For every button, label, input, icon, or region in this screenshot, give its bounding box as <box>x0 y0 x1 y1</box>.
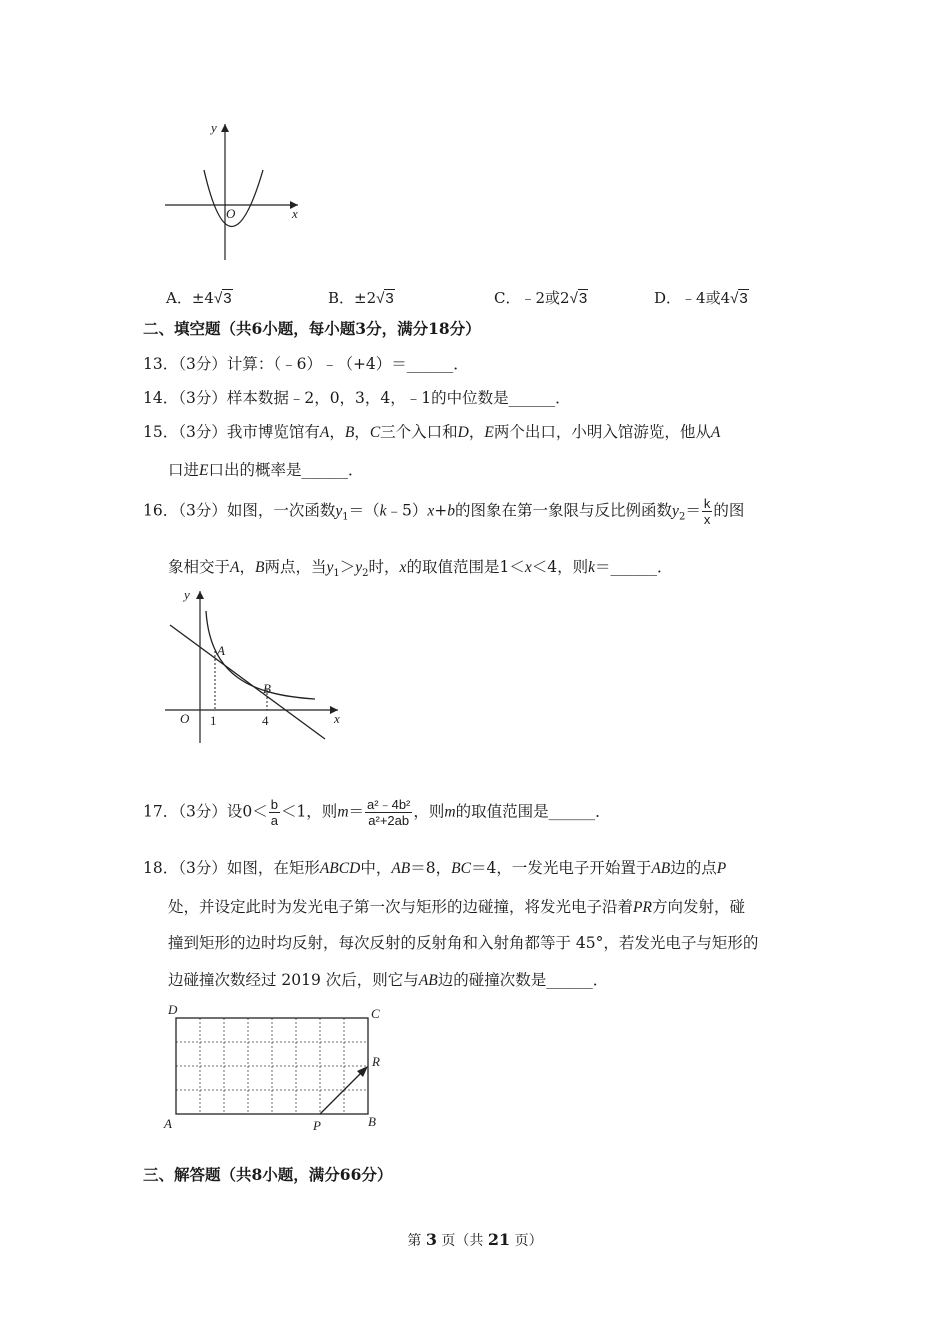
option-a: A．±4√3 <box>166 289 232 307</box>
question-16-line-2: 象相交于A，B两点，当$y_1>y_2$时，x的取值范围是1＜x＜4，则k＝______． <box>168 558 673 580</box>
question-13: 13．（3分）计算：（﹣6）﹣（+4）＝______． <box>143 355 469 373</box>
sqrt-icon: √3 <box>569 290 588 307</box>
option-d: D．﹣4或4√3 <box>654 289 748 307</box>
label-c: C <box>371 1006 380 1021</box>
label-a: A <box>164 1116 172 1131</box>
grid-lines <box>176 1018 368 1114</box>
question-18-line-4: 边碰撞次数经过 2019 次后，则它与AB边的碰撞次数是______． <box>168 971 609 989</box>
y-axis-label: y <box>211 120 217 135</box>
fraction-k-over-x: $\frac{k}{x}$ <box>703 496 711 527</box>
parabola-graph <box>160 118 310 263</box>
fraction-b-over-a: $\frac{b}{a}$ <box>270 797 278 828</box>
label-p: P <box>313 1118 321 1133</box>
question-18-line-3: 撞到矩形的边时均反射，每次反射的反射角和入射角都等于 45°，若发光电子与矩形的 <box>168 934 759 952</box>
tick-1-label: 1 <box>210 713 217 728</box>
linear-function-line <box>170 625 325 739</box>
label-r: R <box>372 1054 380 1069</box>
label-b: B <box>368 1114 376 1129</box>
origin-label: O <box>226 206 236 221</box>
x-axis-label: x <box>292 206 298 221</box>
function-graph <box>160 585 360 745</box>
fraction-expression: $\frac{\text{a²﹣4b²}}{\text{a²+2ab}}$ <box>367 797 411 828</box>
ray-pr <box>320 1071 363 1114</box>
question-15-line-2: 口进E口出的概率是______． <box>168 461 364 479</box>
question-14: 14．（3分）样本数据﹣2，0，3，4，﹣1的中位数是______． <box>143 389 571 407</box>
y-axis-label: y <box>184 587 190 602</box>
tick-4-label: 4 <box>262 713 269 728</box>
x-axis-label: x <box>334 711 340 726</box>
question-15-line-1: 15．（3分）我市博览馆有A，B，C三个入口和D，E两个出口，小明入馆游览，他从A <box>143 423 721 441</box>
section-2-title: 二、填空题（共6小题，每小题3分，满分18分） <box>143 319 481 338</box>
point-b-label: B <box>263 681 271 696</box>
page-number: 3 <box>425 1230 437 1249</box>
y-axis-arrow <box>221 124 229 132</box>
page-footer: 第 3 页（共 21 页） <box>407 1230 543 1249</box>
question-18-line-2: 处，并设定此时为发光电子第一次与矩形的边碰撞，将发光电子沿着PR方向发射，碰 <box>168 898 745 916</box>
rectangle-grid-figure <box>160 1000 400 1135</box>
label-d: D <box>168 1002 178 1017</box>
y-axis-arrow <box>196 591 204 599</box>
origin-label: O <box>180 711 190 726</box>
option-c: C．﹣2或2√3 <box>494 289 588 307</box>
sqrt-icon: √3 <box>213 290 232 307</box>
option-b: B．±2√3 <box>328 289 394 307</box>
sqrt-icon: √3 <box>376 290 394 307</box>
question-17: 17．（3分）设0＜ $\frac{b}{a}$ ＜1，则m＝ $\frac{\text{a²﹣4b²}}{\text{a²+2ab}}$ ，则m的取值范围是______． <box>143 797 611 828</box>
question-18-line-1: 18．（3分）如图，在矩形ABCD中，AB＝8，BC＝4，一发光电子开始置于AB边的点P <box>143 859 727 877</box>
section-3-title: 三、解答题（共8小题，满分66分） <box>143 1165 393 1184</box>
total-pages: 21 <box>487 1230 511 1249</box>
question-16-line-1: 16．（3分）如图，一次函数$y_1=(k﹣5)x+b$的图象在第一象限与反比例函数$y_2=$ $\frac{k}{x}$ 的图 <box>143 496 745 527</box>
point-a-label: A <box>217 643 225 658</box>
sqrt-icon: √3 <box>730 290 748 307</box>
